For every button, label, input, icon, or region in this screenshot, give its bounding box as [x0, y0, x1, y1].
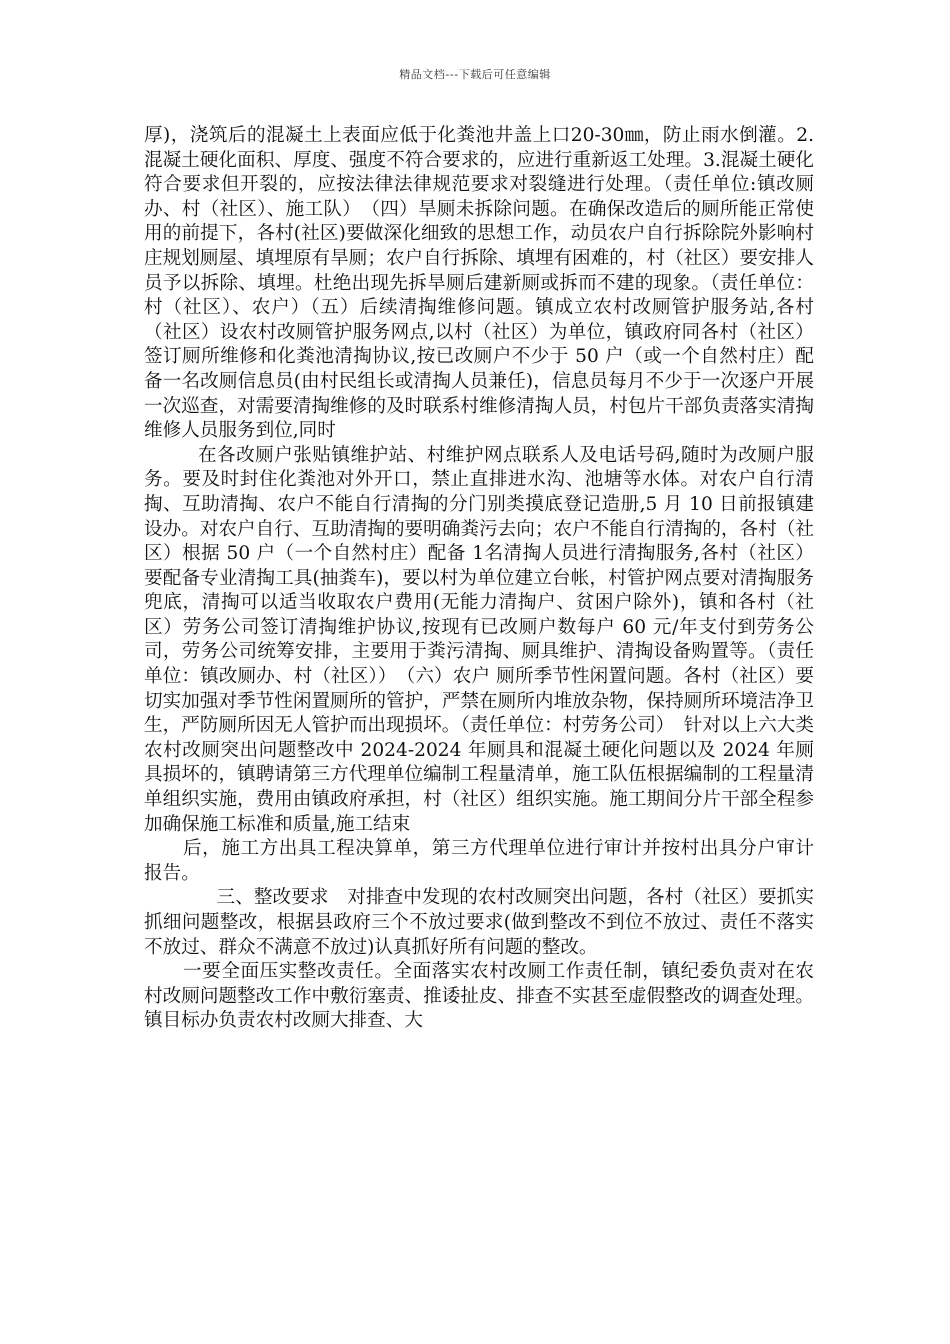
- paragraph-2: 在各改厕户张贴镇维护站、村维护网点联系人及电话号码,随时为改厕户服务。要及时封住化粪池对外开口，禁止直排进水沟、池塘等水体。对农户自行清掏、互助清掏、农户不能自行清掏的分门别类摸底登记造册,5 月 10 日前报镇建设办。对农户自行、互助清掏的要明确粪污去向；农户不能自行清掏的，各村（社区）根据 50 户（一个自然村庄）配备 1名清掏人员进行清掏服务,各村（社区）要配备专业清掏工具(抽粪车)，要以村为单位建立台帐，村管护网点要对清掏服务兜底，清掏可以适当收取农户费用(无能力清掏户、贫困户除外)，镇和各村（社区）劳务公司签订清掏维护协议,按现有已改厕户数每户 60 元/年支付到劳务公司，劳务公司统筹安排，主要用于粪污清掏、厕具维护、清掏设备购置等。（责任单位：镇改厕办、村（社区）） （六）农户 厕所季节性闲置问题。各村（社区）要切实加强对季节性闲置厕所的管护，严禁在厕所内堆放杂物，保持厕所环境洁净卫生，严防厕所因无人管护而出现损坏。（责任单位：村劳务公司） 针对以上六大类农村改厕突出问题整改中 2024-2024 年厕具和混凝土硬化问题以及 2024 年厕具损坏的，镇聘请第三方代理单位编制工程量清单，施工队伍根据编制的工程量清单组织实施，费用由镇政府承担，村（社区）组织实施。施工期间分片干部全程参加确保施工标准和质量,施工结束: [144, 444, 814, 835]
- paragraph-4: 三、整改要求 对排查中发现的农村改厕突出问题，各村（社区）要抓实抓细问题整改，根据县政府三个不放过要求(做到整改不到位不放过、责任不落实不放过、群众不满意不放过)认真抓好所有问题的整改。: [144, 887, 814, 958]
- paragraph-5: 一要全面压实整改责任。全面落实农村改厕工作责任制，镇纪委负责对在农村改厕问题整改工作中敷衍塞责、推诿扯皮、排查不实甚至虚假整改的调查处理。镇目标办负责农村改厕大排查、大: [144, 961, 814, 1032]
- paragraph-3: 后，施工方出具工程决算单，第三方代理单位进行审计并按村出具分户审计报告。: [144, 838, 814, 884]
- document-body: [144, 124, 814, 1034]
- page-header: 精品文档---下载后可任意编辑: [399, 68, 551, 81]
- paragraph-1: 厚)，浇筑后的混凝土上表面应低于化粪池井盖上口20-30㎜，防止雨水倒灌。2.混凝土硬化面积、厚度、强度不符合要求的，应进行重新返工处理。3.混凝土硬化符合要求但开裂的，应按法律法律规范要求对裂缝进行处理。（责任单位:镇改厕办、村（社区）、施工队） （四）旱厕未拆除问题。在确保改造后的厕所能正常使用的前提下，各村(社区)要做深化细致的思想工作，动员农户自行拆除院外影响村庄规划厕屋、填埋原有旱厕；农户自行拆除、填埋有困难的，村（社区）要安排人员予以拆除、填埋。杜绝出现先拆旱厕后建新厕或拆而不建的现象。（责任单位：村（社区）、农户）（五）后续清掏维修问题。镇成立农村改厕管护服务站,各村（社区）设农村改厕管护服务网点,以村（社区）为单位，镇政府同各村（社区）签订厕所维修和化粪池清掏协议,按已改厕户不少于 50 户（或一个自然村庄）配备一名改厕信息员(由村民组长或清掏人员兼任)，信息员每月不少于一次逐户开展一次巡查，对需要清掏维修的及时联系村维修清掏人员，村包片干部负责落实清掏维修人员服务到位,同时: [144, 125, 814, 442]
